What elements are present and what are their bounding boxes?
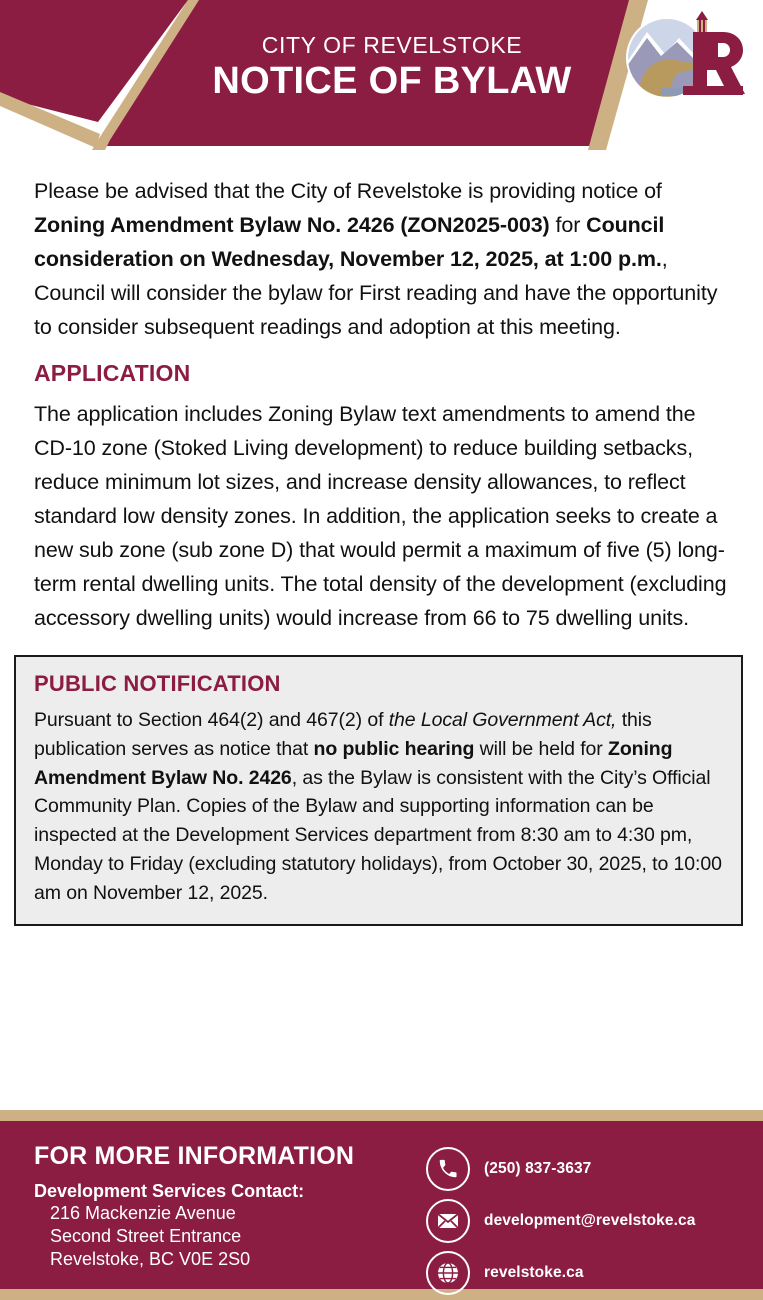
page-title: NOTICE OF BYLAW: [212, 60, 572, 103]
intro-bylaw-name: Zoning Amendment Bylaw No. 2426 (ZON2025-003): [34, 213, 550, 237]
pn-act-name: the Local Government Act,: [388, 709, 617, 731]
city-of-revelstoke-logo: [621, 10, 745, 114]
footer-top-rule: [0, 1110, 763, 1121]
footer-content: [0, 1121, 763, 1289]
application-heading: APPLICATION: [34, 360, 191, 386]
content-area: [0, 150, 763, 635]
pn-text-2: this publication serves as notice that: [34, 709, 652, 760]
pn-text-1: Pursuant to Section 464(2) and 467(2) of: [34, 709, 389, 731]
phone-number[interactable]: (250) 837-3637: [484, 1160, 592, 1177]
footer-address-block: [0, 1143, 420, 1271]
phone-icon: [426, 1147, 470, 1191]
address-line: Revelstoke, BC V0E 2S0: [50, 1249, 251, 1270]
intro-text-2: for: [549, 213, 587, 237]
contact-row-email[interactable]: [426, 1197, 763, 1245]
footer-contacts-block: [420, 1143, 763, 1300]
pn-bylaw-name: Zoning Amendment Bylaw No. 2426: [34, 737, 673, 789]
public-notification-heading: PUBLIC NOTIFICATION: [34, 671, 281, 696]
public-notification-box: [14, 655, 743, 926]
intro-text-3: , Council will consider the bylaw for First reading and have the opportunity to consider subsequent readings and adoption at this meeting.: [34, 247, 718, 339]
globe-icon: [426, 1251, 470, 1295]
public-notification-paragraph: [34, 706, 723, 908]
email-icon: [426, 1199, 470, 1243]
application-paragraph: The application includes Zoning Bylaw text amendments to amend the CD-10 zone (Stoked Living development) to reduce building setbacks, reduce minimum lot sizes, and increase density allowances, to reflect standard low density zones. In addition, the application seeks to create a new sub zone (sub zone D) that would permit a maximum of five (5) long-term rental dwelling units. The total density of the development (excluding accessory dwelling units) would increase from 66 to 75 dwelling units.: [34, 402, 727, 630]
address-line: 216 Mackenzie Avenue: [50, 1203, 236, 1224]
page-body: [0, 150, 763, 926]
page-header: [0, 0, 763, 150]
contact-row-phone[interactable]: [426, 1145, 763, 1193]
intro-text-1: Please be advised that the City of Revelstoke is providing notice of: [34, 179, 662, 203]
pn-text-4: , as the Bylaw is consistent with the City’s Official Community Plan. Copies of the Bylaw and supporting information can be inspected at the Development Services department from 8:30 am to 4:30 pm, Monday to Friday (excluding statutory holidays), from October 30, 2025, to 10:00 am on November 12, 2025.: [34, 766, 722, 904]
address-line: Second Street Entrance: [50, 1226, 242, 1247]
footer-heading: FOR MORE INFORMATION: [34, 1142, 355, 1170]
intro-paragraph: [34, 174, 729, 344]
email-address[interactable]: development@revelstoke.ca: [484, 1212, 696, 1229]
header-eyebrow: CITY OF REVELSTOKE: [261, 32, 523, 58]
footer-contact-label: Development Services Contact:: [34, 1180, 305, 1201]
intro-meeting-details: Council consideration on Wednesday, November 12, 2025, at 1:00 p.m.: [34, 213, 665, 271]
pn-text-3: will be held for: [474, 737, 609, 760]
header-title-block: [192, 33, 592, 103]
contact-row-website[interactable]: [426, 1249, 763, 1297]
pn-no-public-hearing: no public hearing: [313, 737, 475, 760]
page-footer: [0, 1110, 763, 1300]
website-url[interactable]: revelstoke.ca: [484, 1264, 584, 1281]
